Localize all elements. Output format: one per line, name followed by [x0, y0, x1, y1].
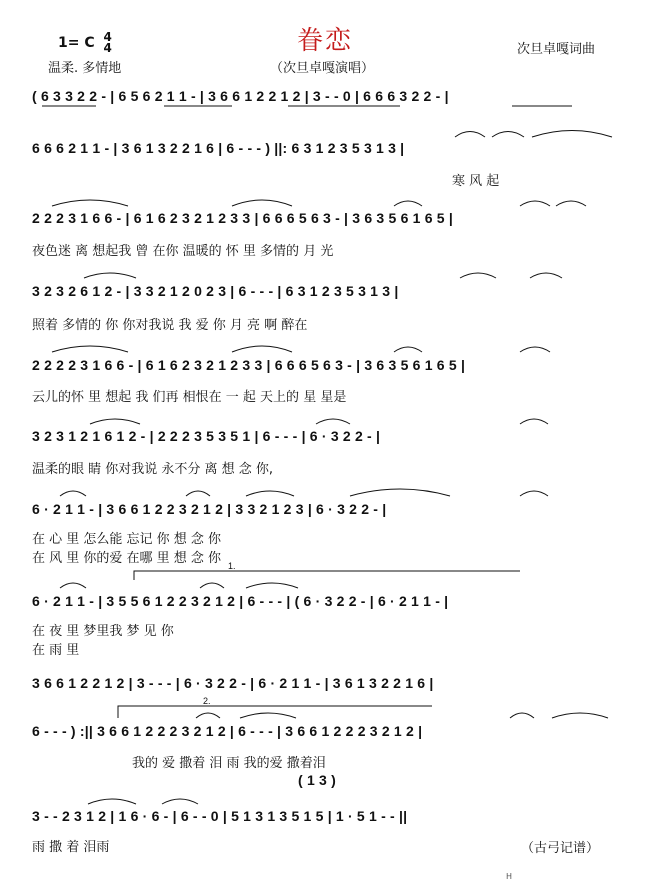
- volta-bracket-2: [118, 706, 432, 718]
- notation-row-2: 6 6 6 2 1 1 - | 3 6 1 3 2 2 1 6 | 6 - - - ) ||: 6 3 1 2 3 5 3 1 3 |: [32, 140, 405, 156]
- slur: [90, 419, 140, 424]
- song-title: 眷恋: [297, 26, 354, 56]
- notation-row-12: 3 - - 2 3 1 2 | 1 6 · 6 - | 6 - - 0 | 5 1 3 1 3 5 1 5 | 1 · 5 1 - - ||: [32, 808, 408, 824]
- notation-row-3: 2 2 2 3 1 6 6 - | 6 1 6 2 3 2 1 2 3 3 | 6 6 6 5 6 3 - | 3 6 3 5 6 1 6 5 |: [32, 210, 453, 226]
- slur: [510, 713, 534, 718]
- composer-credit: 次旦卓嘎词曲: [517, 42, 596, 57]
- slur: [52, 200, 128, 206]
- slur: [350, 489, 450, 496]
- time-signature: [104, 32, 112, 54]
- lyric-row-2-line-1: 寒 风 起: [452, 174, 500, 189]
- lyric-row-5-line-1: 云儿的怀 里 想起 我 们再 相恨在 一 起 天上的 星 星是: [32, 390, 347, 405]
- lyric-row-6-line-1: 温柔的眼 睛 你对我说 永不分 离 想 念 你,: [32, 462, 274, 477]
- notation-row-7: 6 · 2 1 1 - | 3 6 6 1 2 2 3 2 1 2 | 3 3 2 1 2 3 | 6 · 3 2 2 - |: [32, 501, 387, 517]
- slur: [84, 273, 136, 278]
- slur: [196, 713, 220, 718]
- key-label: 1= C: [58, 35, 95, 51]
- slur: [460, 273, 496, 278]
- slur: [60, 491, 86, 496]
- volta-label-2: 2.: [203, 696, 211, 706]
- slur: [520, 419, 548, 424]
- performer-credit: （次旦卓嘎演唱）: [270, 61, 375, 76]
- slur: [316, 419, 350, 424]
- lyric-row-10-line-1: 我的 爱 撒着 泪 雨 我的爱 撒着泪: [132, 756, 326, 771]
- page-mark: H: [506, 872, 513, 881]
- notation-row-1: ( 6 3 3 2 2 - | 6 5 6 2 1 1 - | 3 6 6 1 2 2 1 2 | 3 - - 0 | 6 6 6 3 2 2 - |: [32, 88, 449, 104]
- slur: [455, 132, 485, 138]
- slur: [520, 491, 548, 496]
- slur: [60, 583, 86, 588]
- notation-row-5: 2 2 2 2 3 1 6 6 - | 6 1 6 2 3 2 1 2 3 3 | 6 6 6 5 6 3 - | 3 6 3 5 6 1 6 5 |: [32, 357, 466, 373]
- slur: [394, 347, 422, 352]
- notation-row-6: 3 2 3 1 2 1 6 1 2 - | 2 2 2 3 5 3 5 1 | 6 - - - | 6 · 3 2 2 - |: [32, 428, 381, 444]
- slur: [492, 132, 524, 138]
- notation-row-4: 3 2 3 2 6 1 2 - | 3 3 2 1 2 0 2 3 | 6 - - - | 6 3 1 2 3 5 3 1 3 |: [32, 283, 399, 299]
- slur: [232, 346, 292, 352]
- volta-label-1: 1.: [228, 561, 236, 571]
- meter-top: 4: [103, 30, 112, 44]
- slur: [530, 273, 562, 278]
- lyric-row-8-line-1: 在 夜 里 梦里我 梦 见 你: [32, 624, 174, 639]
- slur: [240, 713, 296, 718]
- lyric-row-8-line-2: 在 雨 里: [32, 643, 80, 658]
- notation-row-8: 6 · 2 1 1 - | 3 5 5 6 1 2 2 3 2 1 2 | 6 - - - | ( 6 · 3 2 2 - | 6 · 2 1 1 - |: [32, 593, 449, 609]
- slur: [52, 346, 128, 352]
- volta-bracket-1: [134, 571, 520, 580]
- slur: [532, 131, 612, 138]
- meter-bottom: 4: [103, 41, 112, 55]
- slur: [520, 347, 550, 352]
- lyric-row-12-line-1: 雨 撒 着 泪雨: [32, 840, 110, 855]
- lyric-row-7-line-2: 在 风 里 你的爱 在哪 里 想 念 你: [32, 551, 222, 566]
- notation-row-9: 3 6 6 1 2 2 1 2 | 3 - - - | 6 · 3 2 2 - | 6 · 2 1 1 - | 3 6 1 3 2 2 1 6 |: [32, 675, 434, 691]
- slur: [162, 799, 198, 804]
- slur: [88, 799, 136, 804]
- lyric-row-7-line-1: 在 心 里 怎么能 忘记 你 想 念 你: [32, 532, 222, 547]
- slur: [246, 583, 298, 588]
- slur: [200, 583, 224, 588]
- slur: [232, 200, 292, 206]
- slur: [556, 201, 586, 206]
- transcriber-credit: （古弓记谱）: [521, 841, 600, 856]
- slur: [246, 491, 294, 496]
- tempo-marking: 温柔. 多情地: [48, 61, 122, 76]
- slur: [520, 201, 550, 206]
- lyric-row-3-line-1: 夜色迷 离 想起我 曾 在你 温暖的 怀 里 多情的 月 光: [32, 244, 334, 259]
- lyric-row-4-line-1: 照着 多情的 你 你对我说 我 爱 你 月 亮 啊 醉在: [32, 318, 308, 333]
- key-signature: [58, 32, 112, 54]
- notation-row-11: ( 1 3 ): [298, 772, 336, 788]
- slur: [552, 713, 608, 718]
- notation-row-10: 6 - - - ) :|| 3 6 6 1 2 2 2 3 2 1 2 | 6 - - - | 3 6 6 1 2 2 2 3 2 1 2 |: [32, 723, 423, 739]
- slur: [186, 491, 210, 496]
- slur: [394, 201, 422, 206]
